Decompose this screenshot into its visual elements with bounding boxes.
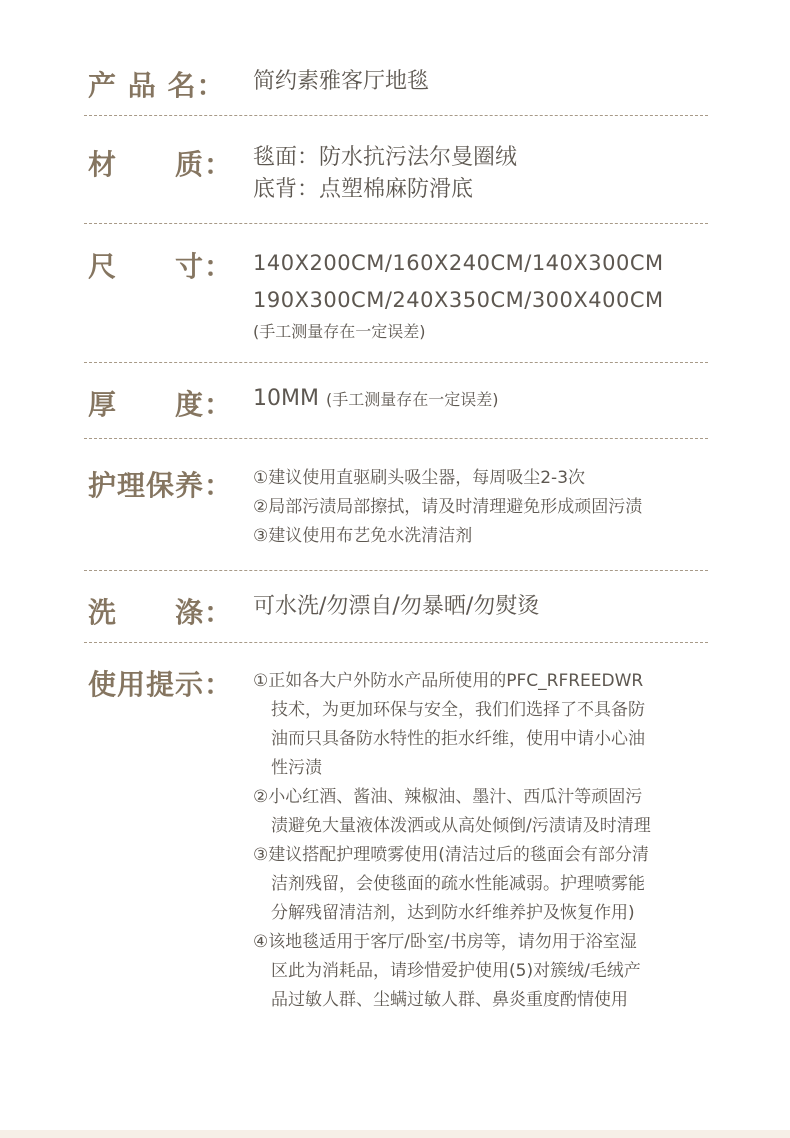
care-item: ①建议使用直驱刷头吸尘器，每周吸尘2-3次: [253, 468, 586, 488]
usage-tips-value: [253, 667, 713, 1015]
product-name-value: 简约素雅客厅地毯: [253, 69, 430, 94]
care-item: ③建议使用布艺免水洗清洁剂: [253, 526, 473, 546]
care-item: ②局部污渍局部擦拭，请及时清理避免形成顽固污渍: [253, 497, 643, 517]
divider: [84, 642, 708, 643]
size-line-2: 190X300CM/240X350CM/300X400CM: [253, 288, 664, 312]
usage-tips-label: 使用提示：: [88, 668, 234, 701]
thickness-value-wrap: [253, 383, 713, 416]
wash-label: 洗 涤：: [88, 596, 234, 629]
tip-1-line: 油而只具备防水特性的拒水纤维，使用中请小心油: [271, 729, 645, 749]
tip-3-line: 分解残留清洁剂，达到防水纤维养护及恢复作用): [271, 903, 635, 923]
size-value: [253, 245, 713, 345]
tip-1-line: 性污渍: [271, 758, 322, 778]
size-line-1: 140X200CM/160X240CM/140X300CM: [253, 251, 664, 275]
divider: [84, 438, 708, 439]
thickness-label: 厚 度：: [88, 388, 234, 421]
wash-value-wrap: [253, 591, 713, 623]
size-label: 尺 寸：: [88, 250, 234, 283]
divider: [84, 223, 708, 224]
tip-4-line: ④该地毯适用于客厅/卧室/书房等，请勿用于浴室湿: [253, 932, 637, 952]
thickness-note: (手工测量存在一定误差): [325, 390, 499, 409]
tip-3-line: 洁剂残留，会使毯面的疏水性能减弱。护理喷雾能: [271, 874, 645, 894]
wash-value: 可水洗/勿漂自/勿暴晒/勿熨烫: [253, 594, 540, 619]
material-surface: 毯面：防水抗污法尔曼圈绒: [253, 145, 518, 170]
tip-3-line: ③建议搭配护理喷雾使用(清洁过后的毯面会有部分清: [253, 845, 649, 865]
material-value: [253, 142, 713, 206]
product-name-value-wrap: [253, 66, 713, 98]
product-name-label: 产 品 名：: [88, 69, 226, 102]
care-value: [253, 464, 713, 551]
tip-2-line: 渍避免大量液体泼洒或从高处倾倒/污渍请及时清理: [271, 816, 651, 836]
divider: [84, 570, 708, 571]
tip-1-line: ①正如各大户外防水产品所使用的PFC_RFREEDWR: [253, 671, 644, 691]
divider: [84, 115, 708, 116]
tip-2-line: ②小心红酒、酱油、辣椒油、墨汁、西瓜汁等顽固污: [253, 787, 643, 807]
thickness-value: 10MM: [253, 386, 319, 411]
material-label: 材 质：: [88, 148, 234, 181]
tip-4-line: 区此为消耗品，请珍惜爱护使用(5)对簇绒/毛绒产: [271, 961, 641, 981]
divider: [84, 362, 708, 363]
tip-4-line: 品过敏人群、尘螨过敏人群、鼻炎重度酌情使用: [271, 990, 628, 1010]
footer-strip: [0, 1130, 790, 1138]
size-note: (手工测量存在一定误差): [253, 322, 426, 341]
care-label: 护理保养：: [88, 469, 234, 502]
material-backing: 底背：点塑棉麻防滑底: [253, 177, 474, 202]
tip-1-line: 技术，为更加环保与安全，我们们选择了不具备防: [271, 700, 645, 720]
